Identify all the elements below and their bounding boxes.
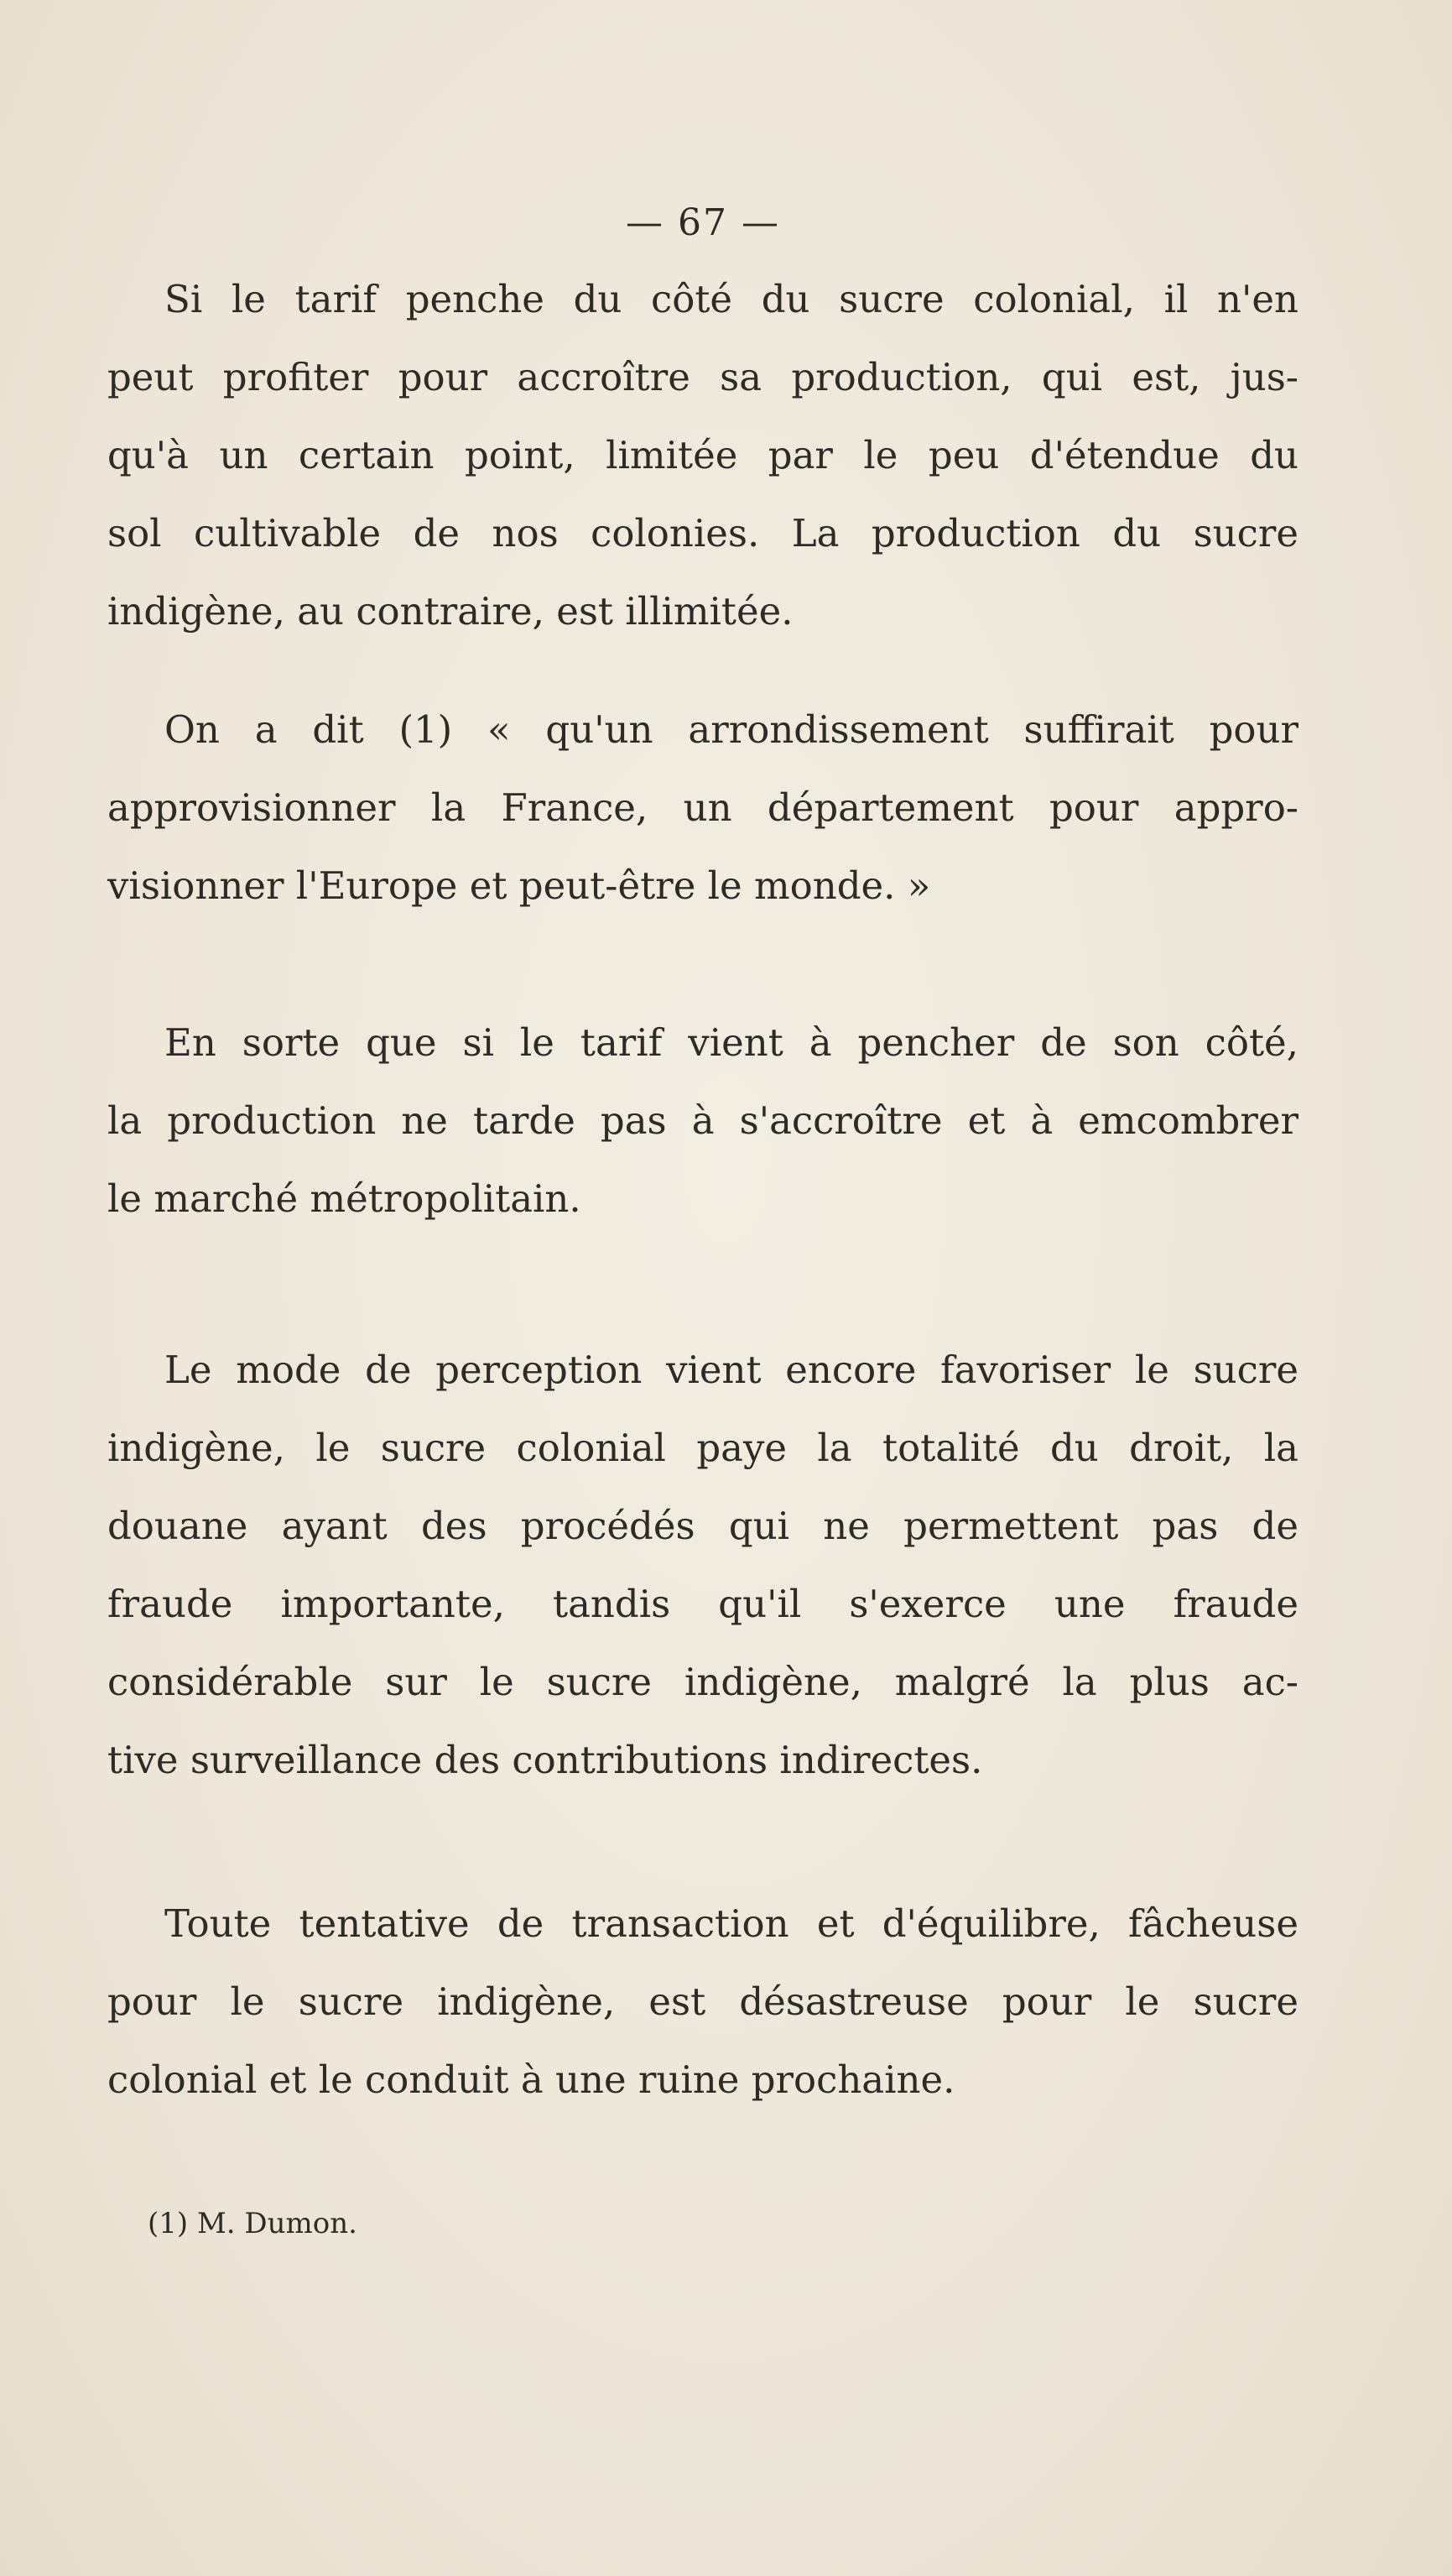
paragraph-1 xyxy=(107,260,1298,650)
text-line: la production ne tarde pas à s'accroître et à emcombrer xyxy=(107,1098,1298,1143)
text-line: Toute tentative de transaction et d'équilibre, fâcheuse xyxy=(164,1901,1298,1946)
text-line: Si le tarif penche du côté du sucre colonial, il n'en xyxy=(164,277,1298,321)
footnote: (1) M. Dumon. xyxy=(148,2207,357,2240)
text-line: approvisionner la France, un département pour appro- xyxy=(107,785,1298,830)
page-number: — 67 — xyxy=(626,201,780,244)
text-line: douane ayant des procédés qui ne permettent pas de xyxy=(107,1504,1298,1548)
text-line: qu'à un certain point, limitée par le peu d'étendue du xyxy=(107,433,1298,477)
paragraph-4 xyxy=(107,1331,1298,1799)
text-line: On a dit (1) « qu'un arrondissement suffirait pour xyxy=(164,707,1298,752)
paragraph-5 xyxy=(107,1885,1298,2119)
text-line: colonial et le conduit à une ruine prochaine. xyxy=(107,2057,955,2102)
text-line: indigène, le sucre colonial paye la totalité du droit, la xyxy=(107,1426,1298,1470)
text-line: sol cultivable de nos colonies. La production du sucre xyxy=(107,511,1298,555)
text-line: En sorte que si le tarif vient à pencher de son côté, xyxy=(164,1020,1298,1065)
text-line: tive surveillance des contributions indirectes. xyxy=(107,1738,983,1782)
text-line: visionner l'Europe et peut-être le monde. » xyxy=(107,863,931,908)
text-line: peut profiter pour accroître sa production, qui est, jus- xyxy=(107,355,1298,399)
text-line: considérable sur le sucre indigène, malgré la plus ac- xyxy=(107,1660,1298,1704)
paragraph-2 xyxy=(107,691,1298,925)
text-line: Le mode de perception vient encore favoriser le sucre xyxy=(164,1348,1298,1392)
text-line: pour le sucre indigène, est désastreuse pour le sucre xyxy=(107,1979,1298,2024)
text-line: le marché métropolitain. xyxy=(107,1176,581,1221)
paragraph-3 xyxy=(107,1004,1298,1238)
text-line: fraude importante, tandis qu'il s'exerce une fraude xyxy=(107,1582,1298,1626)
text-line: indigène, au contraire, est illimitée. xyxy=(107,589,794,634)
